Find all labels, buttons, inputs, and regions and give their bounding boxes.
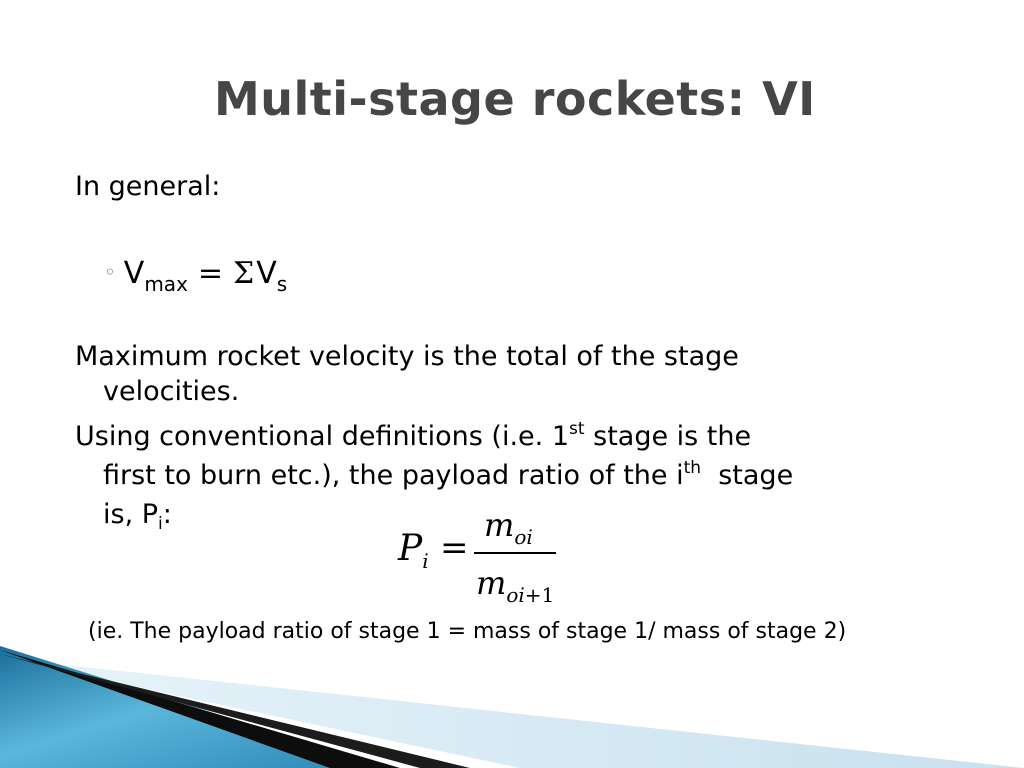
sigma-symbol: Σ <box>233 256 255 291</box>
payload-note: (ie. The payload ratio of stage 1 = mass of stage 1/ mass of stage 2) <box>88 619 847 644</box>
numerator-subscript: oi <box>514 525 533 549</box>
p-i-subscript: i <box>158 514 163 534</box>
using-line-2-end: stage <box>701 460 794 491</box>
formula-denominator <box>476 564 555 607</box>
denominator-subscript: oi <box>506 583 525 607</box>
formula-lhs <box>398 528 429 573</box>
equals-sign: = <box>197 256 224 291</box>
numerator-m: m <box>484 506 515 544</box>
denominator-plus-one: +1 <box>524 583 555 607</box>
payload-ratio-formula <box>398 506 578 616</box>
using-line-1-text: Using conventional definitions (i.e. 1 <box>75 421 570 452</box>
max-velocity-line-1: Maximum rocket velocity is the total of the stage <box>75 341 739 372</box>
v-max-subscript: max <box>144 272 188 296</box>
vs-symbol: V <box>256 256 277 291</box>
formula-p: P <box>398 528 423 569</box>
using-line-2-text: first to burn etc.), the payload ratio of the i <box>103 460 684 491</box>
using-line-3-text: is, P <box>103 499 159 530</box>
using-line-2 <box>75 458 793 497</box>
formula-equals: = <box>440 528 469 568</box>
th-superscript: th <box>683 458 702 478</box>
intro-text: In general: <box>75 171 221 202</box>
vs-subscript: s <box>276 272 288 296</box>
slide-title: Multi-stage rockets: VI <box>214 72 816 126</box>
using-line-1 <box>75 419 793 458</box>
max-velocity-paragraph <box>75 339 739 409</box>
v-symbol: V <box>123 256 145 291</box>
max-velocity-line-2: velocities. <box>103 376 240 407</box>
using-line-1-end: stage is the <box>584 421 752 452</box>
st-superscript: st <box>569 419 585 439</box>
bullet-circle-icon: ◦ <box>104 260 116 284</box>
denominator-m: m <box>476 564 507 602</box>
formula-numerator <box>484 506 533 549</box>
velocity-bullet <box>104 256 288 296</box>
formula-p-subscript: i <box>422 549 429 573</box>
decorative-wave-band <box>0 640 1024 768</box>
fraction-bar <box>474 552 556 554</box>
using-line-3-colon: : <box>162 499 172 530</box>
